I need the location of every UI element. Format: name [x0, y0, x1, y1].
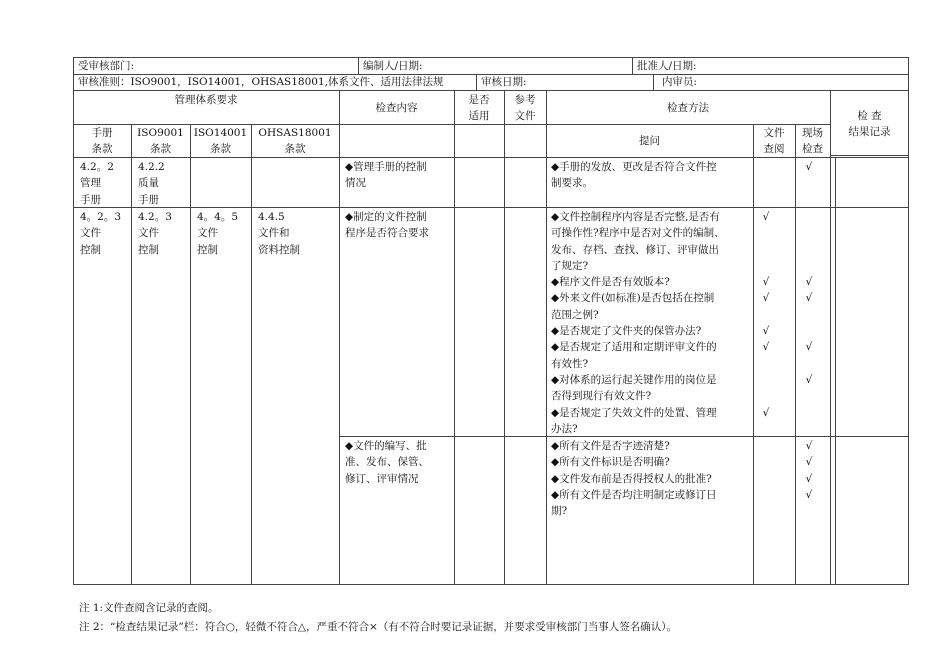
col-divider: [358, 57, 359, 74]
criteria-label: 审核准则：ISO9001，ISO14001，OHSAS18001,体系文件、适用法律法规: [78, 76, 444, 88]
site-check-header: 现场 检查: [802, 127, 823, 156]
check-result-header: 检 查 结果记录: [848, 110, 891, 139]
col-divider: [653, 74, 654, 90]
applicable-header: 是否 适用: [468, 94, 490, 123]
approver-label: 批准人/日期:: [637, 60, 697, 72]
reference-docs-header: 参考 文件: [514, 94, 536, 123]
audit-date-label: 审核日期:: [481, 76, 527, 88]
row1-iso9001-clause: 4.2.2 质量 手册: [138, 161, 165, 206]
mgmt-requirements-header: 管理体系要求: [174, 94, 238, 106]
ohsas-clause-header: OHSAS18001 条款: [258, 127, 332, 156]
question-header: 提问: [639, 135, 660, 147]
note-1: 注 1:文件查阅含记录的查阅。: [79, 602, 219, 614]
row1-questions: ◆手册的发放、更改是否符合文件控 制要求。: [551, 161, 717, 190]
row2-site-marks: √ √ √ √: [805, 276, 813, 386]
row2-ohsas-clause: 4.4.5 文件和 资料控制: [258, 211, 300, 256]
col-divider: [476, 74, 477, 90]
col-divider: [835, 157, 836, 585]
row3-check-content: ◆文件的编写、批 准、发布、保管、 修订、评审情况: [345, 440, 429, 485]
col-divider: [131, 124, 132, 585]
note-2: 注 2：“检查结果记录”栏：符合○，轻微不符合△，严重不符合×（有不符合时要记录证据，并要求受审核部门当事人签名确认）。: [79, 621, 678, 633]
dept-label: 受审核部门:: [78, 60, 135, 72]
result-header-bottom: [830, 155, 909, 156]
col-divider: [632, 57, 633, 74]
check-method-header: 检查方法: [667, 102, 709, 114]
row1-check-content: ◆管理手册的控制 情况: [345, 161, 427, 190]
row-divider: [73, 90, 909, 91]
col-divider: [504, 90, 505, 585]
row2-manual-clause: 4。2。3 文件 控制: [80, 211, 122, 256]
row1-site-marks: √: [805, 161, 813, 173]
col-divider: [190, 124, 191, 585]
row2-iso9001-clause: 4.2。3 文件 控制: [138, 211, 172, 256]
col-divider: [830, 90, 831, 585]
row2-questions: ◆文件控制程序内容是否完整,是否有 可操作性?程序中是否对文件的编制、 发布、存档、查找、修订、评审做出 了规定? ◆程序文件是否有效版本? ◆外来文件(如标准)是否包括在控制 范围之例? ◆是否规定了文件夹的保管办法? ◆是否规定了适用和定期评审文件的 有效性? ◆对体系的运行起关键作用的岗位是 否得到现行有效文件? ◆是否规定了失效文件的处置、管理 办法?: [551, 211, 725, 435]
col-divider: [546, 90, 547, 585]
check-content-header: 检查内容: [375, 102, 418, 114]
auditor-label: 内审员:: [662, 76, 698, 88]
row2-check-content: ◆制定的文件控制 程序是否符合要求: [345, 211, 429, 240]
row2-iso14001-clause: 4。4。5 文件 控制: [197, 211, 239, 256]
row3-site-marks: √ √ √ √: [805, 440, 813, 501]
row2-doc-marks: √ √ √ √ √ √: [762, 211, 770, 419]
doc-review-header: 文件 查阅: [763, 127, 785, 156]
col-divider: [251, 124, 252, 585]
row-divider: [73, 207, 909, 208]
col-divider: [454, 90, 455, 585]
row1-manual-clause: 4.2。2 管理 手册: [80, 161, 114, 206]
col-divider: [339, 90, 340, 585]
editor-label: 编制人/日期:: [363, 60, 423, 72]
iso14001-clause-header: ISO14001 条款: [193, 127, 248, 156]
iso9001-clause-header: ISO9001 条款: [137, 127, 184, 156]
row3-questions: ◆所有文件是否字迹清楚? ◆所有文件标识是否明确? ◆文件发布前是否得授权人的批准? ◆所有文件是否均注明制定或修订日 期?: [551, 440, 717, 518]
manual-clause-header: 手册 条款: [91, 127, 113, 156]
